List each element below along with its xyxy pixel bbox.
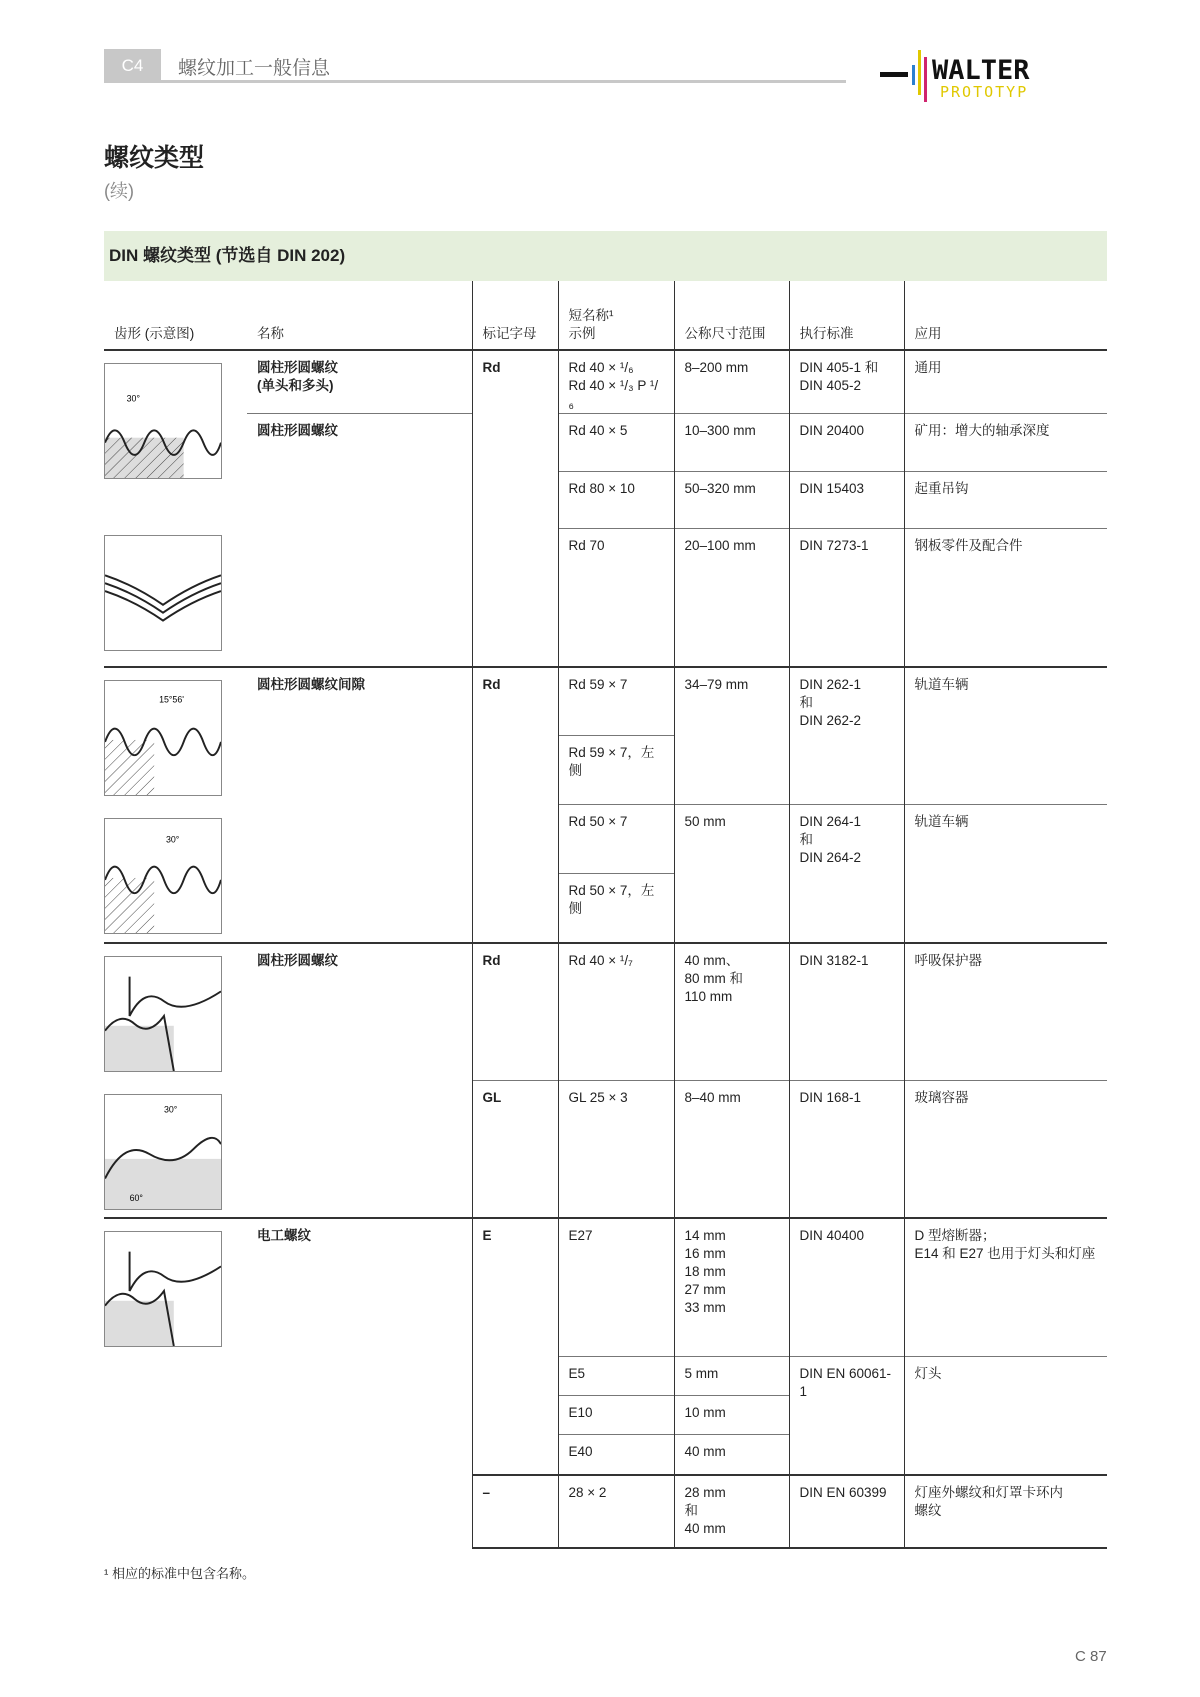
sheet-thread-diagram bbox=[104, 535, 222, 651]
round-thread-diagram bbox=[104, 363, 222, 479]
profile-diagrams bbox=[104, 667, 247, 943]
chapter-title: 螺纹加工一般信息 bbox=[178, 58, 331, 79]
profile-diagrams bbox=[104, 350, 247, 667]
table-row: E5 5 mm DIN EN 60061-1 灯头 bbox=[104, 1357, 1107, 1396]
thread-name: 圆柱形圆螺纹 bbox=[257, 360, 338, 375]
mark-letter: Rd bbox=[472, 350, 558, 667]
page-number: C 87 bbox=[1075, 1648, 1107, 1665]
glass-thread-diagram bbox=[104, 1094, 222, 1210]
svg-text:PROTOTYP: PROTOTYP bbox=[940, 83, 1029, 101]
col-name: 名称 bbox=[247, 281, 472, 350]
svg-text:30°: 30° bbox=[165, 834, 180, 845]
table-row: E40 40 mm bbox=[104, 1435, 1107, 1475]
svg-text:15°56': 15°56' bbox=[159, 694, 184, 705]
table-row: – 28 × 2 28 mm 和 40 mm DIN EN 60399 灯座外螺纹和灯罩卡环内 螺纹 bbox=[104, 1475, 1107, 1548]
svg-text:30°: 30° bbox=[126, 393, 140, 404]
table-row: 30° 圆柱形圆螺纹 (单头和多头) Rd Rd 40 × ¹/₆ Rd 40 × ¹/₃ P ¹/₆ 8–200 mm DIN 405-1 和 DIN 405-2 通用 bbox=[104, 350, 1107, 414]
profile-diagrams bbox=[104, 1218, 247, 1548]
col-application: 应用 bbox=[904, 281, 1107, 350]
svg-text:WALTER: WALTER bbox=[932, 55, 1030, 86]
svg-text:60°: 60° bbox=[129, 1192, 143, 1203]
table-row: Rd 70 20–100 mm DIN 7273-1 钢板零件及配合件 bbox=[104, 529, 1107, 667]
header-divider bbox=[104, 80, 846, 83]
profile-diagrams bbox=[104, 943, 247, 1218]
table-row: Rd 50 × 7 50 mm DIN 264-1 和 DIN 264-2 轨道车辆 bbox=[104, 805, 1107, 874]
table-row: 15°56' 30° 圆柱形圆螺纹间隙 Rd Rd 59 × 7 34–79 mm DIN 262-1 和 DIN 262-2 轨道车辆 bbox=[104, 667, 1107, 736]
page-title: 螺纹类型 bbox=[104, 144, 205, 172]
table-row: 电工螺纹 E E27 14 mm 16 mm 18 mm 27 mm 33 mm DIN 40400 D 型熔断器； E14 和 E27 也用于灯头和灯座 bbox=[104, 1218, 1107, 1357]
clearance-thread-diagram bbox=[104, 680, 222, 796]
thread-types-table bbox=[104, 281, 1107, 1549]
page-subtitle: (续) bbox=[104, 181, 134, 201]
walter-logo bbox=[880, 45, 1110, 105]
section-heading: DIN 螺纹类型 (节选自 DIN 202) bbox=[104, 231, 1107, 281]
col-size: 公称尺寸范围 bbox=[674, 281, 789, 350]
chapter-badge: C4 bbox=[104, 49, 161, 82]
clearance-thread-diagram-2 bbox=[104, 818, 222, 934]
svg-text:30°: 30° bbox=[163, 1104, 178, 1115]
table-row: 30° 60° 圆柱形圆螺纹 Rd Rd 40 × ¹/₇ 40 mm、 80 mm 和 110 mm DIN 3182-1 呼吸保护器 bbox=[104, 943, 1107, 1081]
table-row: Rd 80 × 10 50–320 mm DIN 15403 起重吊钩 bbox=[104, 472, 1107, 529]
col-standard: 执行标准 bbox=[789, 281, 904, 350]
table-row: 圆柱形圆螺纹 Rd 40 × 5 10–300 mm DIN 20400 矿用：增大的轴承深度 bbox=[104, 414, 1107, 472]
respirator-thread-diagram bbox=[104, 956, 222, 1072]
electric-thread-diagram bbox=[104, 1231, 222, 1347]
table-row: Rd 59 × 7，左侧 bbox=[104, 736, 1107, 805]
table-row: GL GL 25 × 3 8–40 mm DIN 168-1 玻璃容器 bbox=[104, 1081, 1107, 1218]
col-mark: 标记字母 bbox=[472, 281, 558, 350]
table-row: E10 10 mm bbox=[104, 1396, 1107, 1435]
footnote: ¹ 相应的标准中包含名称。 bbox=[104, 1566, 255, 1581]
table-row: Rd 50 × 7，左侧 bbox=[104, 874, 1107, 943]
col-profile: 齿形 (示意图) bbox=[104, 281, 247, 350]
table-header bbox=[104, 281, 1107, 350]
col-short: 短名称¹ 示例 bbox=[558, 281, 674, 350]
